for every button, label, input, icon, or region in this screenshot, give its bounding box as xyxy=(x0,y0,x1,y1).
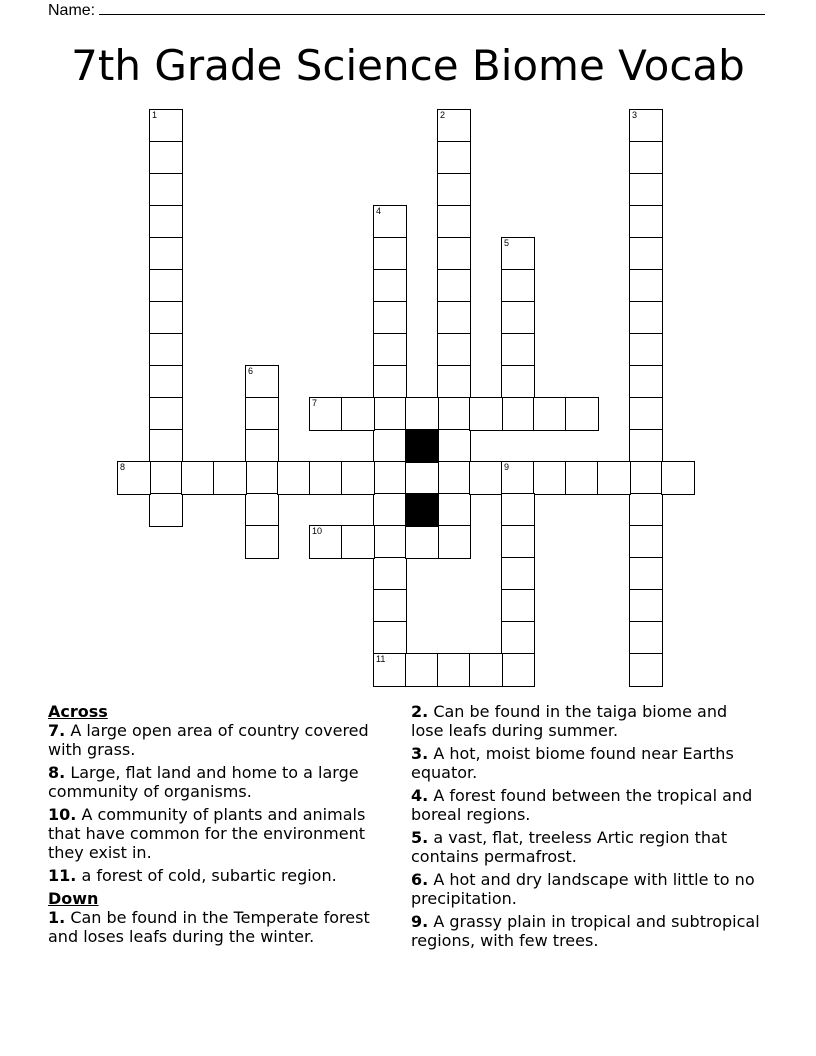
clue-number: 7 xyxy=(312,398,318,408)
grid-cell[interactable] xyxy=(501,269,535,303)
grid-cell[interactable] xyxy=(501,525,535,559)
name-label: Name: xyxy=(48,2,96,19)
page-title: 7th Grade Science Biome Vocab xyxy=(71,41,745,90)
grid-cell[interactable] xyxy=(245,397,279,431)
grid-cell[interactable] xyxy=(629,429,663,463)
clue-across-8: 8. Large, flat land and home to a large community of organisms. xyxy=(48,763,359,801)
grid-cell[interactable] xyxy=(373,429,407,463)
grid-cell[interactable] xyxy=(149,333,183,367)
grid-cell[interactable] xyxy=(629,301,663,335)
grid-cell[interactable] xyxy=(629,365,663,399)
grid-cell[interactable] xyxy=(373,397,407,431)
grid-cell[interactable] xyxy=(437,525,471,559)
grid-cell[interactable] xyxy=(629,141,663,175)
down-heading: Down xyxy=(48,889,99,908)
grid-cell[interactable] xyxy=(437,429,471,463)
clue-down-1: 1. Can be found in the Temperate forest and loses leafs during the winter. xyxy=(48,908,370,946)
grid-cell[interactable] xyxy=(533,461,567,495)
grid-cell[interactable] xyxy=(117,461,151,495)
clue-across-7: 7. A large open area of country covered with grass. xyxy=(48,721,369,759)
grid-cell[interactable] xyxy=(565,461,599,495)
grid-cell[interactable] xyxy=(405,653,439,687)
grid-cell[interactable] xyxy=(277,461,311,495)
grid-cell[interactable] xyxy=(501,621,535,655)
grid-cell[interactable] xyxy=(437,333,471,367)
grid-cell[interactable] xyxy=(309,461,343,495)
clue-number: 4 xyxy=(376,206,382,216)
grid-cell[interactable] xyxy=(437,109,471,143)
grid-cell[interactable] xyxy=(501,397,535,431)
grid-cell[interactable] xyxy=(373,557,407,591)
grid-cell[interactable] xyxy=(629,205,663,239)
grid-cell[interactable] xyxy=(533,397,567,431)
grid-cell[interactable] xyxy=(309,397,343,431)
grid-cell[interactable] xyxy=(149,141,183,175)
grid-cell[interactable] xyxy=(501,301,535,335)
grid-cell[interactable] xyxy=(405,397,439,431)
clue-down-5: 5. a vast, flat, treeless Artic region that contains permafrost. xyxy=(411,828,728,866)
grid-cell[interactable] xyxy=(629,653,663,687)
clue-number: 6 xyxy=(248,366,254,376)
black-cell xyxy=(405,493,439,527)
grid-cell[interactable] xyxy=(661,461,695,495)
grid-cell[interactable] xyxy=(373,589,407,623)
grid-cell[interactable] xyxy=(373,461,407,495)
grid-cell[interactable] xyxy=(437,461,471,495)
grid-cell[interactable] xyxy=(373,301,407,335)
clue-down-6: 6. A hot and dry landscape with little to no precipitation. xyxy=(411,870,755,908)
grid-cell[interactable] xyxy=(629,621,663,655)
grid-cell[interactable] xyxy=(629,269,663,303)
clue-across-11: 11. a forest of cold, subartic region. xyxy=(48,866,337,885)
grid-cell[interactable] xyxy=(309,525,343,559)
grid-cell[interactable] xyxy=(629,173,663,207)
grid-cell[interactable] xyxy=(469,461,503,495)
grid-cell[interactable] xyxy=(149,173,183,207)
grid-cell[interactable] xyxy=(341,397,375,431)
grid-cell[interactable] xyxy=(629,237,663,271)
grid-cell[interactable] xyxy=(437,493,471,527)
grid-cell[interactable] xyxy=(373,237,407,271)
grid-cell[interactable] xyxy=(501,653,535,687)
grid-cell[interactable] xyxy=(149,365,183,399)
grid-cell[interactable] xyxy=(245,365,279,399)
grid-cell[interactable] xyxy=(501,333,535,367)
grid-cell[interactable] xyxy=(629,589,663,623)
grid-cell[interactable] xyxy=(469,397,503,431)
grid-cell[interactable] xyxy=(341,525,375,559)
grid-cell[interactable] xyxy=(629,525,663,559)
grid-cell[interactable] xyxy=(437,173,471,207)
grid-cell[interactable] xyxy=(181,461,215,495)
grid-cell[interactable] xyxy=(245,429,279,463)
grid-cell[interactable] xyxy=(501,493,535,527)
grid-cell[interactable] xyxy=(149,301,183,335)
clue-number: 11 xyxy=(376,654,386,664)
grid-cell[interactable] xyxy=(629,557,663,591)
grid-cell[interactable] xyxy=(501,589,535,623)
grid-cell[interactable] xyxy=(437,653,471,687)
grid-cell[interactable] xyxy=(213,461,247,495)
grid-cell[interactable] xyxy=(405,525,439,559)
grid-cell[interactable] xyxy=(629,493,663,527)
across-heading: Across xyxy=(48,702,108,721)
grid-cell[interactable] xyxy=(373,525,407,559)
clues-left-column xyxy=(48,702,393,950)
grid-cell[interactable] xyxy=(437,205,471,239)
grid-cell[interactable] xyxy=(437,237,471,271)
grid-cell[interactable] xyxy=(373,205,407,239)
clue-down-2: 2. Can be found in the taiga biome and lose leafs during summer. xyxy=(411,702,728,740)
grid-cell[interactable] xyxy=(629,461,663,495)
grid-cell[interactable] xyxy=(501,365,535,399)
grid-cell[interactable] xyxy=(373,333,407,367)
across-clue-list xyxy=(48,721,393,885)
grid-cell[interactable] xyxy=(149,269,183,303)
grid-cell[interactable] xyxy=(341,461,375,495)
clue-number: 2 xyxy=(440,110,446,120)
grid-cell[interactable] xyxy=(373,653,407,687)
clue-across-10: 10. A community of plants and animals that have common for the environment they exist in. xyxy=(48,805,366,862)
grid-cell[interactable] xyxy=(149,429,183,463)
grid-cell[interactable] xyxy=(629,333,663,367)
grid-cell[interactable] xyxy=(501,557,535,591)
grid-cell[interactable] xyxy=(245,525,279,559)
grid-cell[interactable] xyxy=(629,397,663,431)
grid-cell[interactable] xyxy=(373,493,407,527)
clue-number: 5 xyxy=(504,238,510,248)
grid-cell[interactable] xyxy=(149,493,183,527)
clue-down-9: 9. A grassy plain in tropical and subtropical regions, with few trees. xyxy=(411,912,760,950)
grid-cell[interactable] xyxy=(437,269,471,303)
grid-cell[interactable] xyxy=(565,397,599,431)
grid-cell[interactable] xyxy=(405,461,439,495)
grid-cell[interactable] xyxy=(149,205,183,239)
grid-cell[interactable] xyxy=(501,461,535,495)
grid-cell[interactable] xyxy=(373,621,407,655)
grid-cell[interactable] xyxy=(373,269,407,303)
grid-cell[interactable] xyxy=(245,461,279,495)
clue-number: 1 xyxy=(152,110,158,120)
grid-cell[interactable] xyxy=(501,237,535,271)
grid-cell[interactable] xyxy=(597,461,631,495)
clue-number: 8 xyxy=(120,462,126,472)
clue-number: 3 xyxy=(632,110,638,120)
grid-cell[interactable] xyxy=(373,365,407,399)
clue-number: 10 xyxy=(312,526,323,536)
grid-cell[interactable] xyxy=(437,397,471,431)
grid-cell[interactable] xyxy=(149,397,183,431)
grid-cell[interactable] xyxy=(437,141,471,175)
clues-right-column xyxy=(411,702,761,954)
grid-cell[interactable] xyxy=(629,109,663,143)
grid-cell[interactable] xyxy=(437,301,471,335)
grid-cell[interactable] xyxy=(149,461,183,495)
black-cell xyxy=(405,429,439,463)
grid-cell[interactable] xyxy=(469,653,503,687)
clue-down-3: 3. A hot, moist biome found near Earths equator. xyxy=(411,744,734,782)
grid-cell[interactable] xyxy=(245,493,279,527)
clue-down-4: 4. A forest found between the tropical and boreal regions. xyxy=(411,786,753,824)
clue-number: 9 xyxy=(504,462,510,472)
grid-cell[interactable] xyxy=(149,237,183,271)
grid-cell[interactable] xyxy=(437,365,471,399)
grid-cell[interactable] xyxy=(149,109,183,143)
